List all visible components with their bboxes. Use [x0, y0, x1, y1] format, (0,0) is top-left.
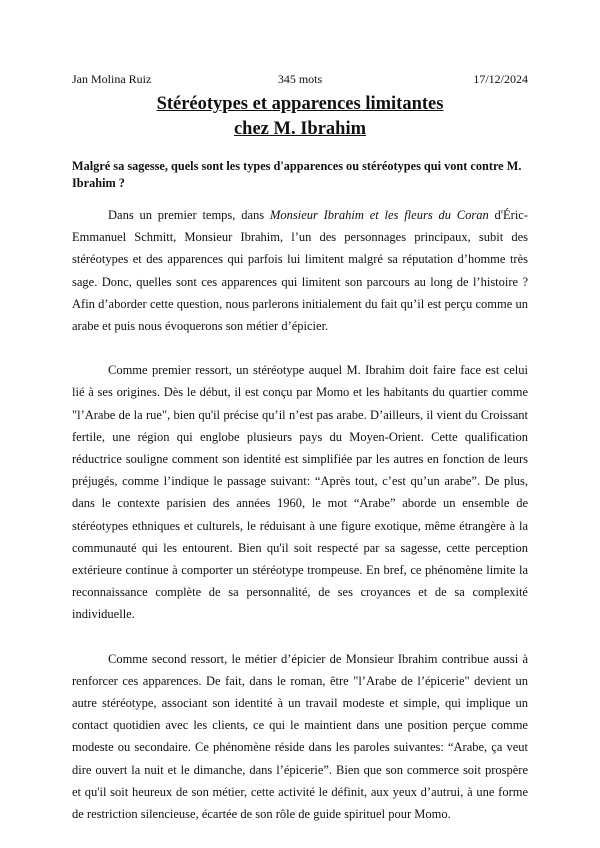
paragraph-second-argument: Comme second ressort, le métier d’épicier de Monsieur Ibrahim contribue aussi à renforcer ces apparences. De fait, dans le roman, être "l’Arabe de l’épicerie" devient un autre stéréotype, associant son identité à un travail modeste et simple, qui implique un contact quotidien avec les clients, ce qui le maintient dans une position perçue comme modeste ou secondaire. Ce phénomène réside dans les paroles suivantes: “Arabe, ça veut dire ouvert la nuit et le dimanche, dans l’épicerie”. Bien que son commerce soit prospère et qu'il soit heureux de son métier, cette activité le définit, aux yeux d’autrui, à une forme de restriction silencieuse, écartée de son rôle de guide spirituel pour Momo. [72, 651, 528, 822]
book-title: Monsieur Ibrahim et les fleurs du Coran [269, 208, 489, 222]
document-title [72, 92, 528, 142]
title-line-2: chez M. Ibrahim [233, 119, 367, 139]
essay-question: Malgré sa sagesse, quels sont les types d'apparences ou stéréotypes qui vont contre M. Ibrahim ? [72, 159, 522, 190]
paragraph-spacer [72, 626, 528, 648]
paragraph-first-argument: Comme premier ressort, un stéréotype auquel M. Ibrahim doit faire face est celui lié à ses origines. Dès le début, il est conçu par Momo et les habitants du quartier comme "l’Arabe de la rue", bien qu'il précise qu’il n’est pas arabe. D’ailleurs, il vient du Croissant fertile, une région qui englobe plusieurs pays du Moyen-Orient. Cette qualification réductrice souligne comment son identité est simplifiée par les autres en fonction de leurs préjugés, comme l’indique le passage suivant: “Après tout, c’est qu’un arabe”. De plus, dans le contexte parisien des années 1960, le mot “Arabe” aborde un ensemble de stéréotypes ethniques et culturels, le réduisant à une figure exotique, même étrangère à la communauté qui les entourent. Bien qu'il soit respecté par sa sagesse, cette perception extérieure continue à comporter un stéréotype trompeuse. En bref, ce phénomène limite la reconnaissance complète de sa personnalité, de ses croyances et de sa complexité individuelle. [72, 363, 528, 622]
word-count: 345 mots [277, 72, 323, 86]
author-name: Jan Molina Ruiz [72, 72, 152, 86]
paragraph-intro [72, 204, 528, 337]
page-header [72, 72, 528, 88]
intro-text-end: d'Éric-Emmanuel Schmitt, Monsieur Ibrahim, l’un des personnages principaux, subit des stéréotypes et des apparences qui parfois lui limitent malgré sa réputation d’homme très sage. Donc, quelles sont ces apparences qui limitent son parcours au long de l’histoire ? Afin d’aborder cette question, nous parlerons initialement du fait qu’il est perçu comme un arabe et puis nous évoquerons son métier d’épicier. [72, 208, 529, 334]
essay-body [72, 204, 528, 825]
title-line-1: Stéréotypes et apparences limitantes [156, 94, 444, 114]
paragraph-spacer [72, 337, 528, 359]
document-date: 17/12/2024 [473, 72, 528, 86]
intro-text-start: Dans un premier temps, dans [108, 208, 270, 222]
